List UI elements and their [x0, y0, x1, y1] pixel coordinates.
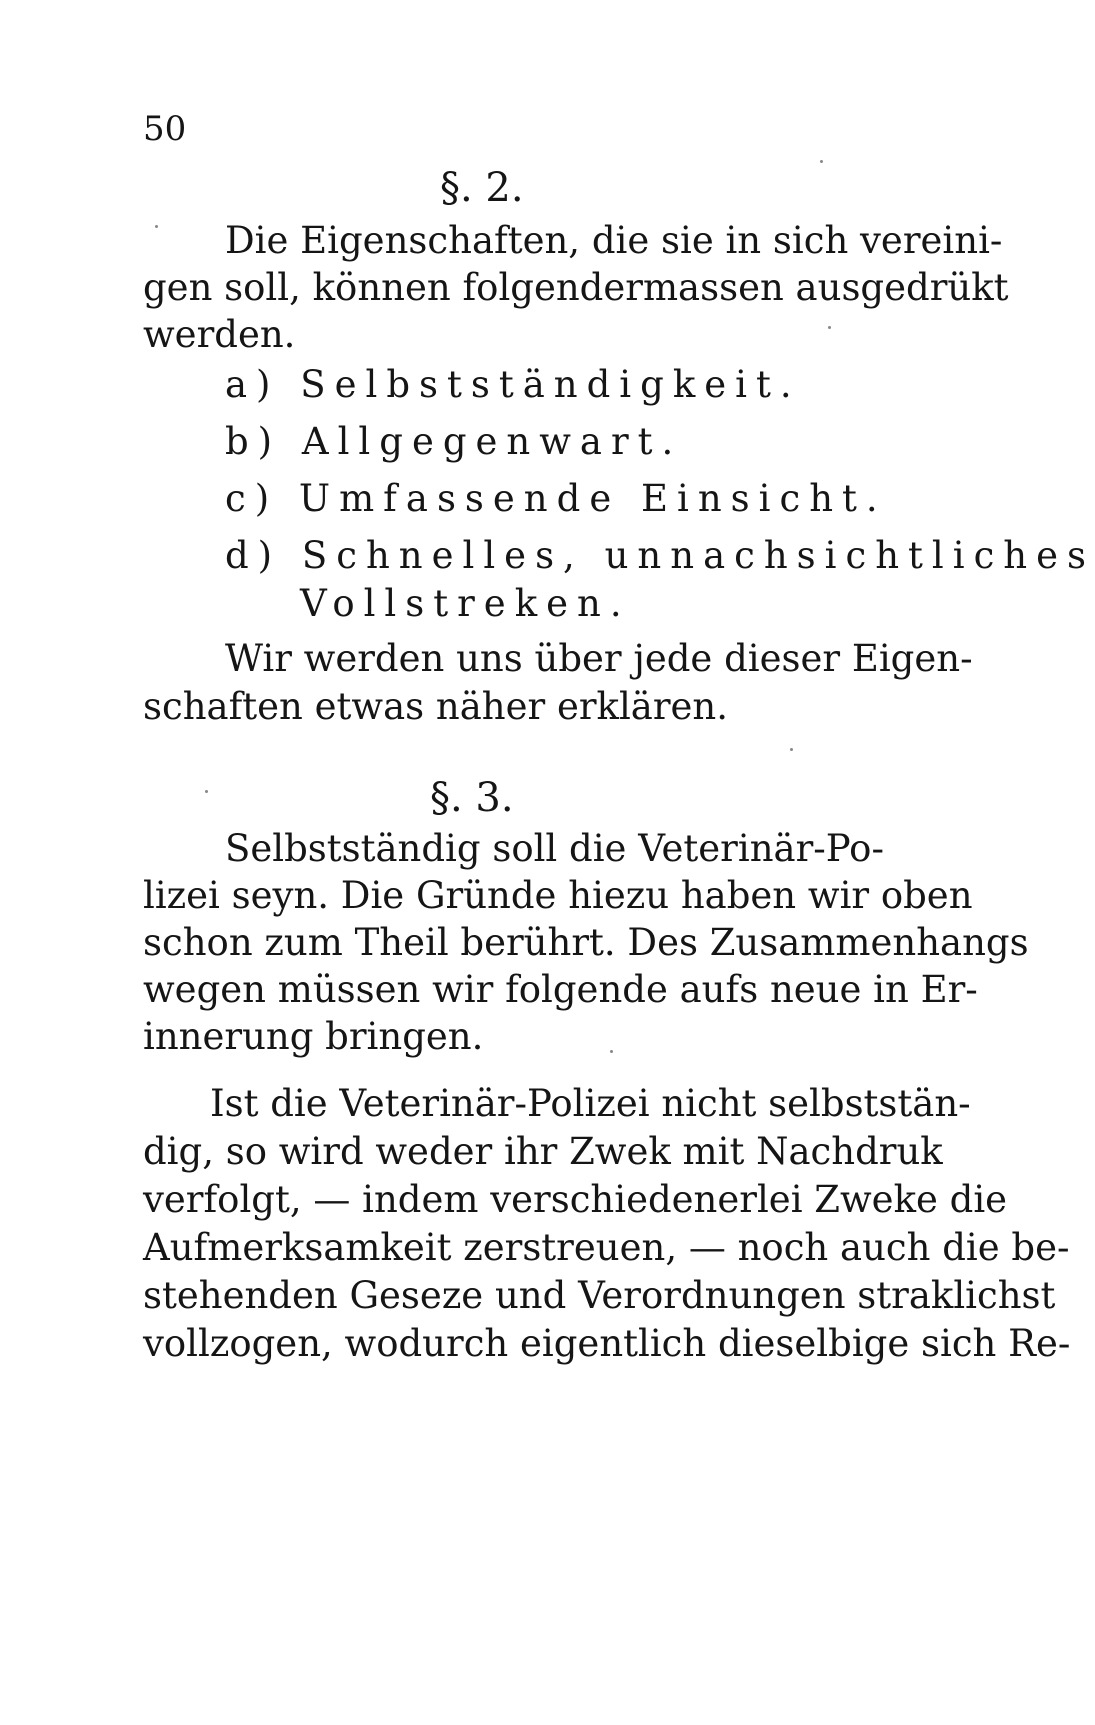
section-2-intro-line-1: Die Eigenschaften, die sie in sich vereini- [225, 219, 1003, 262]
section-3-para1-line-3: schon zum Theil berührt. Des Zusammenhangs [143, 921, 1029, 964]
list-item-c: c) Umfassende Einsicht. [225, 477, 887, 520]
section-3-para1-line-4: wegen müssen wir folgende aufs neue in Er- [143, 968, 978, 1011]
scan-speck [820, 160, 823, 163]
section-2-intro-line-3: werden. [143, 313, 296, 356]
section-3-para2-line-2: dig, so wird weder ihr Zwek mit Nachdruk [143, 1130, 943, 1173]
section-2-closing-line-2: schaften etwas näher erklären. [143, 685, 729, 728]
section-3-para1-line-5: innerung bringen. [143, 1015, 484, 1058]
page-number: 50 [143, 109, 187, 149]
section-3-para2-line-3: verfolgt, — indem verschiedenerlei Zweke die [143, 1178, 1008, 1221]
section-3-para2-line-6: vollzogen, wodurch eigentlich dieselbige sich Re- [143, 1322, 1071, 1365]
section-3-para1-line-2: lizei seyn. Die Gründe hiezu haben wir oben [143, 874, 973, 917]
list-item-a: a) Selbstständigkeit. [225, 363, 801, 406]
section-2-heading: §. 2. [440, 165, 524, 211]
scan-speck [790, 748, 793, 751]
section-3-para1-line-1: Selbstständig soll die Veterinär-Po- [225, 827, 884, 870]
scan-speck [155, 225, 158, 228]
section-3-para2-line-4: Aufmerksamkeit zerstreuen, — noch auch die be- [143, 1226, 1070, 1269]
section-3-heading: §. 3. [430, 775, 514, 821]
list-item-d: d) Schnelles, unnachsichtliches [225, 534, 1095, 577]
section-2-intro-line-2: gen soll, können folgendermassen ausgedrükt [143, 266, 1009, 309]
list-item-b: b) Allgegenwart. [225, 420, 683, 463]
section-3-para2-line-5: stehenden Geseze und Verordnungen straklichst [143, 1274, 1056, 1317]
section-2-closing-line-1: Wir werden uns über jede dieser Eigen- [225, 637, 973, 680]
scan-speck [610, 1050, 613, 1053]
section-3-para2-line-1: Ist die Veterinär-Polizei nicht selbststän- [210, 1082, 971, 1125]
scan-speck [205, 790, 208, 793]
list-item-d-continuation: Vollstreken. [300, 582, 631, 625]
scan-speck [828, 326, 831, 329]
